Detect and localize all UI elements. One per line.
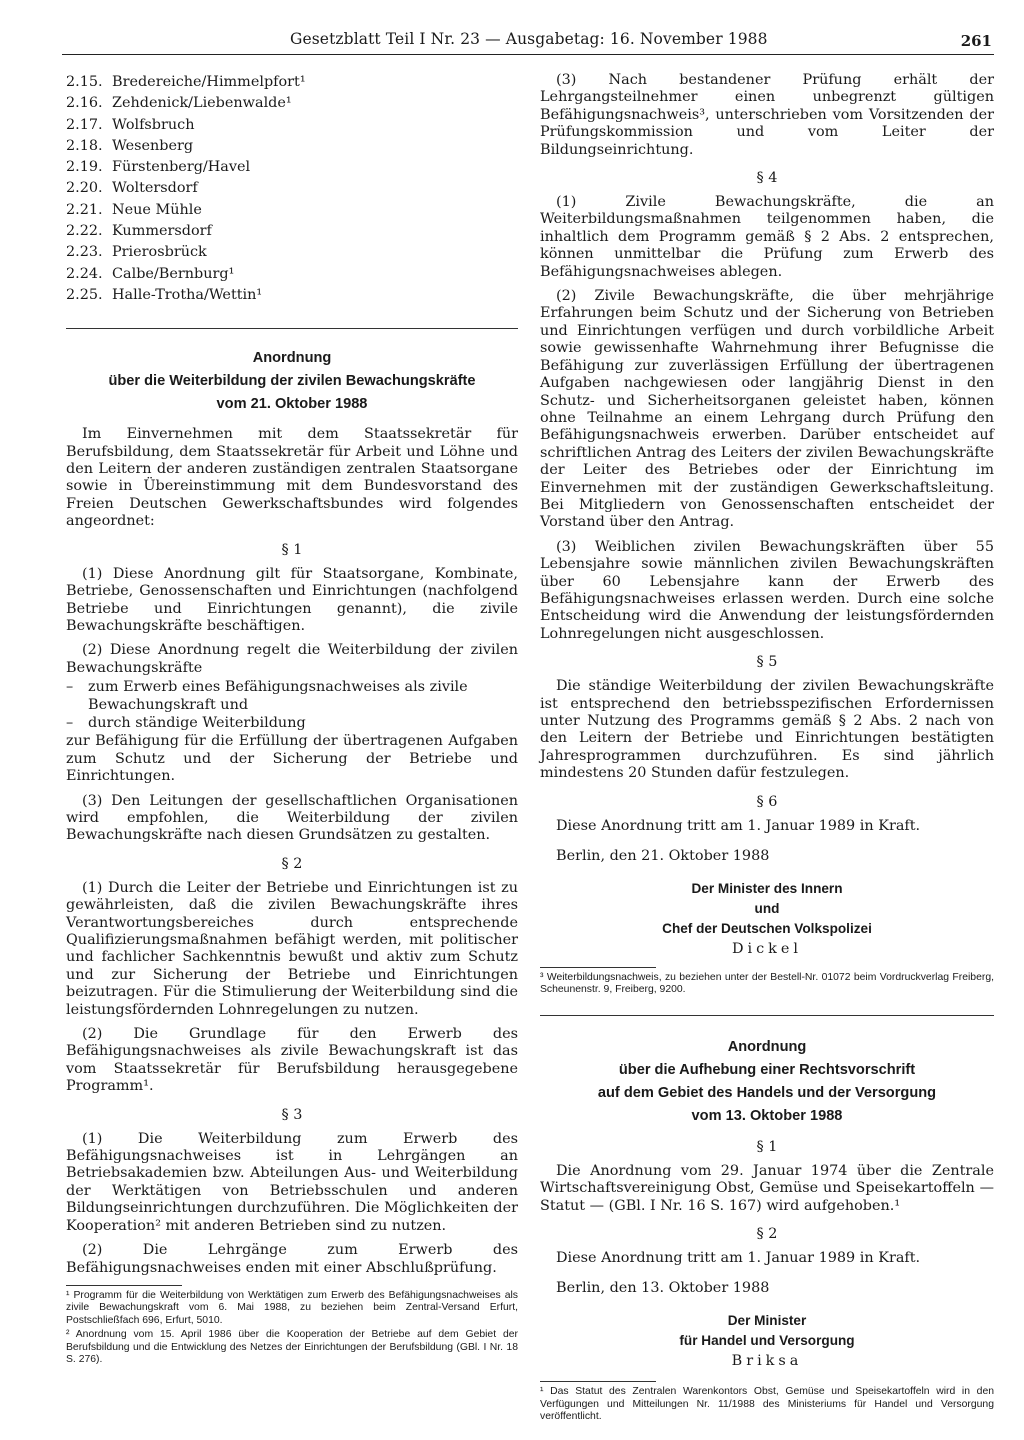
paragraph: (2) Die Lehrgänge zum Erwerb des Befähigungsnachweises enden mit einer Abschlußprüfung. [66,1242,518,1276]
paragraph: (1) Die Weiterbildung zum Erwerb des Befähigungsnachweises ist in Lehrgängen an Betriebsakademien bzw. Abteilungen Aus- und Weiterbildung der Werktätigen von Betriebsschulen und anderen Bildungseinrichtungen durchzuführen. Die Möglichkeiten der Kooperation² mit anderen Betrieben sind zu nutzen. [66,1130,518,1234]
paragraph: Diese Anordnung tritt am 1. Januar 1989 in Kraft. [556,817,921,834]
paragraph: (2) Diese Anordnung regelt die Weiterbildung der zivilen Bewachungskräfte [66,642,518,676]
paragraph: Die Anordnung vom 29. Januar 1974 über die Zentrale Wirtschaftsvereinigung Obst, Gemüse und Speisekartoffeln — Statut — (GBl. I Nr. 16 S. 167) wird aufgehoben.¹ [540,1162,994,1214]
ordinance-date: vom 13. Oktober 1988 [691,1107,843,1124]
location-list [66,72,518,306]
list-item [66,157,518,178]
list-item-number: 2.21. [66,201,103,218]
list-item-number: 2.22. [66,223,103,240]
section-divider [540,1015,994,1016]
dash-list-text: zum Erwerb eines Befähigungsnachweises als zivile Bewachungskraft und [88,679,468,713]
list-item-text: Zehdenick/Liebenwalde¹ [112,95,292,112]
signature-title [540,1311,994,1351]
list-item-number: 2.16. [66,95,103,112]
list-item-text: Halle-Trotha/Wettin¹ [112,286,263,303]
list-item [66,221,518,242]
left-column [66,72,518,1368]
page-header [0,30,1024,54]
place-date: Berlin, den 13. Oktober 1988 [556,1280,770,1297]
list-item-text: Bredereiche/Himmelpfort¹ [112,74,306,90]
footnote: ¹ Das Statut des Zentralen Warenkontors Obst, Gemüse und Speisekartoffeln wird in den Verfügungen und Mitteilungen Nr. 11/1988 des Ministeriums für Handel und Versorgung veröffentlicht. [540,1386,994,1423]
ordinance-title [66,347,518,416]
list-item-text: Fürstenberg/Havel [112,159,251,176]
list-item [66,115,518,136]
dash-list-item [66,679,518,714]
paragraph: (2) Zivile Bewachungskräfte, die über mehrjährige Erfahrungen beim Schutz und der Sicherung von Betrieben und Einrichtungen verfügen und durch vorbildliche Arbeit sowie gewissenhafte Wahrnehmung ihrer Befugnisse die Befähigung zur zuverlässigen Erfüllung der übertragenen Aufgaben nachgewiesen oder langjährig Dienst in den Schutz- und Sicherheitsorganen geleistet haben, können ohne Teilnahme an einem Lehrgang durch Prüfung den Befähigungsnachweis erwerben. Darüber entscheidet auf schriftlichen Antrag des Leiters der zivilen Bewachungskräfte der Leiter des Betriebes oder der Einrichtung im Einvernehmen mit der zuständigen Gewerkschaftsleitung. Bei Mitgliedern von Genossenschaften entscheidet der Vorstand über den Antrag. [540,288,994,531]
list-item [66,93,518,114]
list-item [66,264,518,285]
signature-line: Der Minister des Innern [691,881,843,897]
list-item-text: Wolfsbruch [112,116,195,133]
list-item-text: Prierosbrück [112,244,207,261]
list-item [66,72,518,93]
list-item-number: 2.15. [66,74,103,90]
list-item-text: Calbe/Bernburg¹ [112,265,235,282]
list-item-number: 2.19. [66,159,103,176]
signature-title [540,879,994,939]
signature-line: für Handel und Versorgung [679,1333,855,1349]
list-item-text: Wesenberg [112,137,194,154]
list-item-text: Kummersdorf [112,223,212,240]
list-item-number: 2.25. [66,286,103,303]
dash-list-text: durch ständige Weiterbildung [88,714,306,731]
list-item-number: 2.20. [66,180,103,197]
paragraph: (1) Durch die Leiter der Betriebe und Einrichtungen ist zu gewährleisten, daß die zivilen Bewachungskräfte ihres Verantwortungsbereiches durch entsprechende Qualifizierungsmaßnahmen befähigt werden, mit politischer und fachlicher Sachkenntnis bewußt und aktiv zum Schutz und zur Sicherung der Betriebe und Einrichtungen beizutragen. Für die Stimulierung der Weiterbildung sind die leistungsfördernden Lohnregelungen zu nutzen. [66,879,518,1018]
section-heading: § 1 [281,541,303,558]
list-item [66,200,518,221]
section-divider [66,328,518,329]
list-item-text: Neue Mühle [112,201,202,218]
dash-marker: – [66,679,74,696]
place-date: Berlin, den 21. Oktober 1988 [556,848,770,865]
list-item [66,242,518,263]
dash-list-item [66,715,518,732]
footnote: ¹ Programm für die Weiterbildung von Werktätigen zum Erwerb des Befähigungsnachweises als zivile Bewachungskraft vom 6. Mai 1988, zu beziehen beim Zentral-Versand Erfurt, Postschließfach 696, Erfurt, 5010. [66,1289,518,1326]
page-number: 261 [960,32,992,50]
paragraph: (1) Zivile Bewachungskräfte, die an Weiterbildungsmaßnahmen teilgenommen haben, die inhaltlich dem Programm gemäß § 2 Abs. 2 entsprechen, können unmittelbar die Prüfung zum Erwerb des Befähigungsnachweises ablegen. [540,194,994,280]
ordinance-title-line: Anordnung [252,350,332,367]
right-column [540,72,994,1426]
footnote: ² Anordnung vom 15. April 1986 über die Kooperation der Betriebe auf dem Gebiet der Berufsbildung und die Entwicklung des Netzes der Einrichtungen der Berufsbildung (GBl. I Nr. 18 S. 276). [66,1329,518,1365]
list-item [66,136,518,157]
section-heading: § 2 [281,855,303,872]
ordinance-title-line: über die Weiterbildung der zivilen Bewachungskräfte [108,373,476,390]
header-title: Gesetzblatt Teil I Nr. 23 — Ausgabetag: 16. November 1988 [290,30,768,48]
signature-line: Chef der Deutschen Volkspolizei [662,921,872,937]
list-item-number: 2.23. [66,244,103,261]
footnote-rule [66,1285,182,1286]
header-rule [62,54,994,55]
section-heading: § 4 [756,170,778,187]
ordinance-title-line: über die Aufhebung einer Rechtsvorschrift [618,1061,916,1078]
ordinance-title-line: auf dem Gebiet des Handels und der Versorgung [597,1084,937,1101]
section-heading: § 3 [281,1106,303,1123]
signature-line: und [754,901,780,917]
list-item [66,178,518,199]
signatory-name: Briksa [731,1353,803,1370]
ordinance-title [540,1036,994,1128]
footnote-rule [540,967,656,968]
list-item-number: 2.24. [66,265,103,282]
paragraph: zur Befähigung für die Erfüllung der übertragenen Aufgaben zum Schutz und der Sicherung der Betriebe und Einrichtungen. [66,733,518,785]
footnote: ³ Weiterbildungsnachweis, zu beziehen unter der Bestell-Nr. 01072 beim Vordruckverlag Freiberg, Scheunenstr. 9, Freiberg, 9200. [540,972,994,996]
paragraph: Die ständige Weiterbildung der zivilen Bewachungskräfte ist entsprechend den betriebsspezifischen Erfordernissen unter Nutzung des Programms gemäß § 2 Abs. 2 nach von den Leitern der Betriebe und Einrichtungen bestätigten Jahresprogrammen durchzuführen. Es sind jährlich mindestens 20 Stunden dafür festzulegen. [540,678,994,782]
list-item-text: Woltersdorf [112,180,198,197]
list-item [66,285,518,306]
signatory-name: Dickel [731,941,803,958]
paragraph: (3) Nach bestandener Prüfung erhält der Lehrgangsteilnehmer einen unbegrenzt gültigen Befähigungsnachweis³, unterschrieben vom Vorsitzenden der Prüfungskommission und vom Leiter der Bildungseinrichtung. [540,72,994,158]
section-heading: § 5 [756,654,778,671]
preamble: Im Einvernehmen mit dem Staatssekretär für Berufsbildung, dem Staatssekretär für Arbeit und Löhne und den Leitern der anderen zuständigen zentralen Staatsorgane sowie in Übereinstimmung mit dem Bundesvorstand des Freien Deutschen Gewerkschaftsbundes wird folgendes angeordnet: [66,426,518,530]
paragraph: (3) Weiblichen zivilen Bewachungskräften über 55 Lebensjahre sowie männlichen zivilen Bewachungskräften über 60 Lebensjahre kann der Erwerb des Befähigungsnachweises erlassen werden. Durch eine solche Entscheidung wird die Anwendung der leistungsfördernden Lohnregelungen nicht ausgeschlossen. [540,538,994,642]
section-heading: § 6 [756,793,778,810]
paragraph: (1) Diese Anordnung gilt für Staatsorgane, Kombinate, Betriebe, Genossenschaften und Einrichtungen (nachfolgend Betriebe und Einrichtungen genannt), die zivile Bewachungskräfte beschäftigen. [66,565,518,634]
dash-marker: – [66,714,74,731]
paragraph: (3) Den Leitungen der gesellschaftlichen Organisationen wird empfohlen, die Weiterbildung der zivilen Bewachungskräfte nach diesen Grundsätzen zu gestalten. [66,792,518,844]
signature-line: Der Minister [727,1313,807,1329]
list-item-number: 2.17. [66,116,103,133]
paragraph: Diese Anordnung tritt am 1. Januar 1989 in Kraft. [556,1250,921,1267]
footnote-rule [540,1381,656,1382]
paragraph: (2) Die Grundlage für den Erwerb des Befähigungsnachweises als zivile Bewachungskraft ist das vom Staatssekretär für Berufsbildung herausgegebene Programm¹. [66,1026,518,1095]
section-heading: § 2 [756,1226,778,1243]
list-item-number: 2.18. [66,137,103,154]
section-heading: § 1 [756,1138,778,1155]
ordinance-title-line: Anordnung [727,1038,807,1055]
ordinance-date: vom 21. Oktober 1988 [216,396,368,413]
